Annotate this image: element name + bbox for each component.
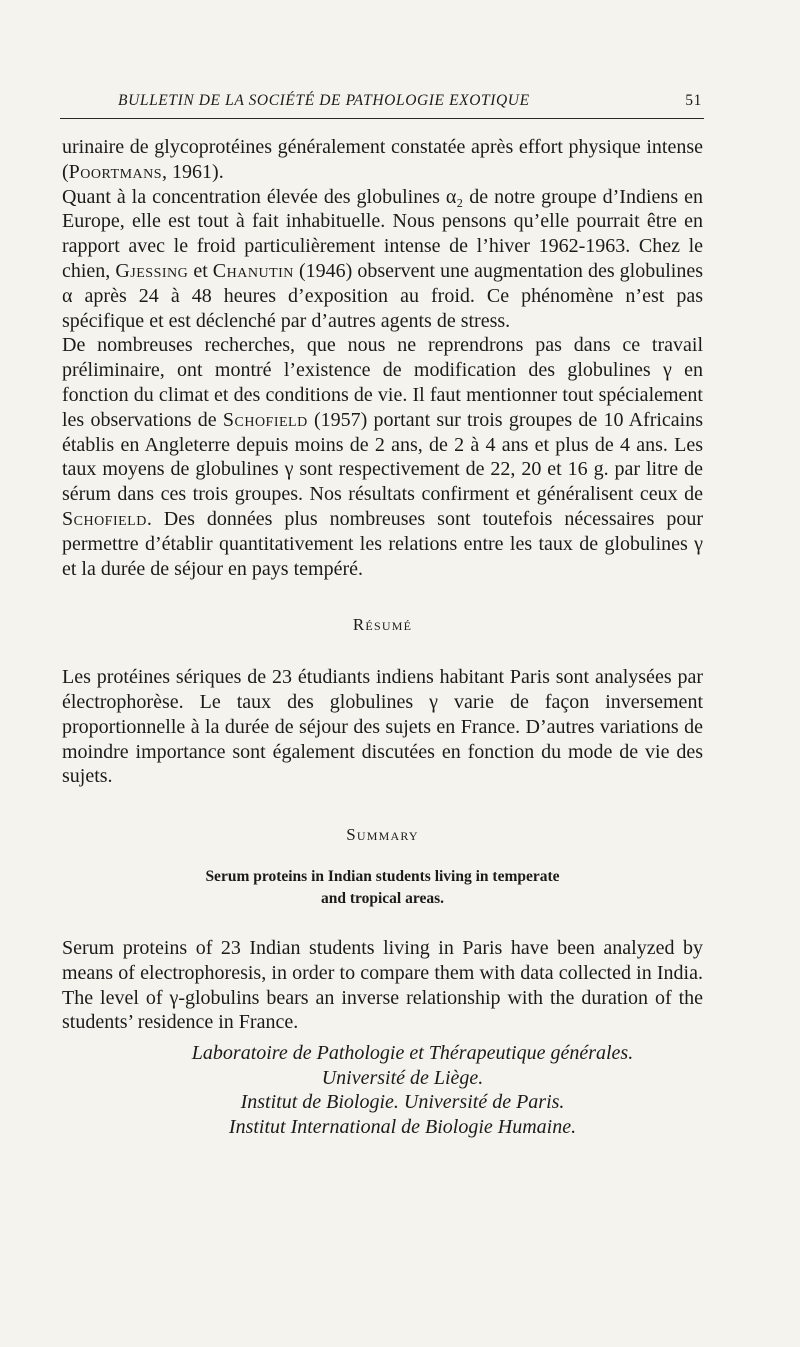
affiliation-line-2: Université de Liège. <box>321 1066 484 1089</box>
author-gjessing: Gjessing <box>115 259 189 282</box>
affiliation-line-4: Institut International de Biologie Humaine. <box>228 1115 577 1138</box>
paragraph-1-text: urinaire de glycoprotéines généralement constatée après effort physique intense ( <box>62 136 703 183</box>
paragraph-2-text-b: (1946) observent une augmentation des globulines α après 24 à 48 heures d’exposition au froid. Ce phénomène n’est pas spécifique et est déclenché par d’autres agents de stress. <box>62 259 703 332</box>
affiliation-line-3: Institut de Biologie. Université de Paris. <box>240 1091 565 1114</box>
author-poortmans: Poortmans <box>68 160 163 183</box>
paragraph-1-end: , 1961). <box>162 160 224 183</box>
page-number: 51 <box>685 92 702 109</box>
summary-paragraph: Serum proteins of 23 Indian students living in Paris have been analyzed by means of electrophoresis, in order to compare them with data collected in India. The level of γ-globulins bears an inverse relationship with the duration of the students’ residence in France. <box>62 936 703 1034</box>
paragraph-1 <box>62 135 703 185</box>
author-chanutin: Chanutin <box>212 259 294 282</box>
author-schofield-1: Schofield <box>222 408 308 431</box>
summary-heading: Summary <box>346 825 419 845</box>
running-head <box>60 92 704 119</box>
affiliations <box>62 1041 703 1139</box>
paragraph-3-text-c: . Des données plus nombreuses sont toutefois nécessaires pour permettre d’établir quantitativement les relations entre les taux de globulines γ et la durée de séjour en pays tempéré. <box>62 507 703 580</box>
paragraph-2-text-a: Quant à la concentration élevée des globulines α₂ de notre groupe d’Indiens en Europe, elle est tout à fait inhabituelle. Nous pensons qu’elle pourrait être en rapport avec le froid particulièrement intense de l’hiver 1962-1963. Chez le chien, <box>62 185 703 282</box>
paragraph-3 <box>62 333 703 581</box>
summary-title <box>62 866 703 910</box>
paragraph-2 <box>62 185 703 334</box>
author-schofield-2: Schofield <box>62 507 147 530</box>
summary-title-line-2: and tropical areas. <box>320 889 444 907</box>
paragraph-2-and: et <box>188 259 213 282</box>
journal-title: BULLETIN DE LA SOCIÉTÉ DE PATHOLOGIE EXOTIQUE <box>118 92 530 109</box>
resume-heading: Résumé <box>352 615 413 635</box>
paragraph-3-text-a: De nombreuses recherches, que nous ne reprendrons pas dans ce travail préliminaire, ont montré l’existence de modification des globulines γ en fonction du climat et des conditions de vie. Il faut mentionner tout spécialement les observations de <box>62 334 703 431</box>
resume-paragraph: Les protéines sériques de 23 étudiants indiens habitant Paris sont analysées par électrophorèse. Le taux des globulines γ varie de façon inversement proportionnelle à la durée de séjour des sujets en France. D’autres variations de moindre importance sont également discutées en fonction du mode de vie des sujets. <box>62 666 703 788</box>
paragraph-3-text-b: (1957) portant sur trois groupes de 10 Africains établis en Angleterre depuis moins de 2 ans, de 2 à 4 ans et plus de 4 ans. Les taux moyens de globulines γ sont respectivement de 22, 20 et 16 g. par litre de sérum dans ces trois groupes. Nos résultats confirment et généralisent ceux de <box>62 408 704 506</box>
affiliation-line-1: Laboratoire de Pathologie et Thérapeutique générales. <box>191 1042 634 1065</box>
summary-title-line-1: Serum proteins in Indian students living in temperate <box>205 867 560 885</box>
article-body <box>62 135 703 1139</box>
